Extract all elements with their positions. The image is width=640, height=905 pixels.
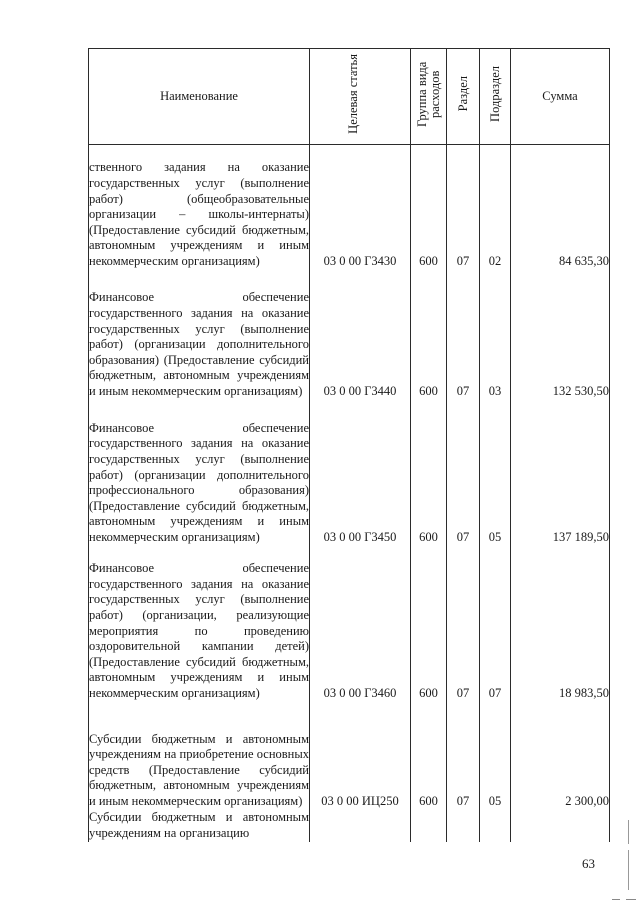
scan-dash — [612, 899, 620, 900]
header-section: Раздел — [447, 49, 480, 145]
row-sum — [511, 810, 610, 842]
row-group — [411, 810, 447, 842]
row-target-code: 03 0 00 ИЦ250 — [310, 702, 411, 810]
row-name: Субсидии бюджетным и автономным учреждениям на приобретение основных средств (Предоставление субсидий бюджетным, автономным учреждениям и иным некоммерческим организациям) — [89, 702, 310, 810]
row-subsection — [480, 810, 511, 842]
row-section — [447, 810, 480, 842]
row-subsection: 03 — [480, 270, 511, 400]
row-subsection: 05 — [480, 702, 511, 810]
row-name: ственного задания на оказание государственных услуг (выполнение работ) (общеобразовательные организации – школы-интернаты) (Предоставление субсидий бюджетным, автономным учреждениям и иным некоммерческим организациям) — [89, 144, 310, 270]
table-row — [89, 702, 610, 810]
row-sum: 132 530,50 — [511, 270, 610, 400]
row-subsection: 07 — [480, 546, 511, 702]
row-section: 07 — [447, 400, 480, 546]
row-group: 600 — [411, 546, 447, 702]
table-row — [89, 546, 610, 702]
row-target-code — [310, 810, 411, 842]
scan-edge-mark — [628, 850, 629, 890]
row-name: Финансовое обеспечение государственного задания на оказание государственных услуг (выполнение работ) (организации дополнительного профессионального образования) (Предоставление субсидий бюджетным, автономным учреждениям и иным некоммерческим организациям) — [89, 400, 310, 546]
row-sum: 84 635,30 — [511, 144, 610, 270]
table-row — [89, 400, 610, 546]
row-target-code: 03 0 00 Г3460 — [310, 546, 411, 702]
row-section: 07 — [447, 702, 480, 810]
row-section: 07 — [447, 270, 480, 400]
table-row — [89, 270, 610, 400]
budget-table — [88, 48, 610, 842]
row-sum: 2 300,00 — [511, 702, 610, 810]
header-sum: Сумма — [511, 49, 610, 145]
row-target-code: 03 0 00 Г3430 — [310, 144, 411, 270]
row-group: 600 — [411, 702, 447, 810]
row-target-code: 03 0 00 Г3440 — [310, 270, 411, 400]
row-sum: 137 189,50 — [511, 400, 610, 546]
row-group: 600 — [411, 400, 447, 546]
row-subsection: 02 — [480, 144, 511, 270]
header-name: Наименование — [89, 49, 310, 145]
header-target: Целевая статья — [310, 49, 411, 145]
scan-edge-mark — [628, 820, 629, 844]
row-subsection: 05 — [480, 400, 511, 546]
table-row — [89, 810, 610, 842]
table-row — [89, 144, 610, 270]
row-section: 07 — [447, 144, 480, 270]
table-header-row — [89, 49, 610, 145]
row-name: Финансовое обеспечение государственного задания на оказание государственных услуг (выполнение работ) (организации, реализующие мероприятия по проведению оздоровительной кампании детей) (Предоставление субсидий бюджетным, автономным учреждениям и иным некоммерческим организациям) — [89, 546, 310, 702]
row-group: 600 — [411, 144, 447, 270]
row-target-code: 03 0 00 Г3450 — [310, 400, 411, 546]
row-name: Финансовое обеспечение государственного задания на оказание государственных услуг (выполнение работ) (организации дополнительного образования) (Предоставление субсидий бюджетным, автономным учреждениям и иным некоммерческим организациям) — [89, 270, 310, 400]
row-name: Субсидии бюджетным и автономным учреждениям на организацию — [89, 810, 309, 840]
scan-dash — [626, 899, 636, 900]
row-group: 600 — [411, 270, 447, 400]
page-number: 63 — [582, 856, 595, 871]
row-sum: 18 983,50 — [511, 546, 610, 702]
header-group: Группа вида расходов — [411, 49, 447, 145]
header-subsection: Подраздел — [480, 49, 511, 145]
row-section: 07 — [447, 546, 480, 702]
